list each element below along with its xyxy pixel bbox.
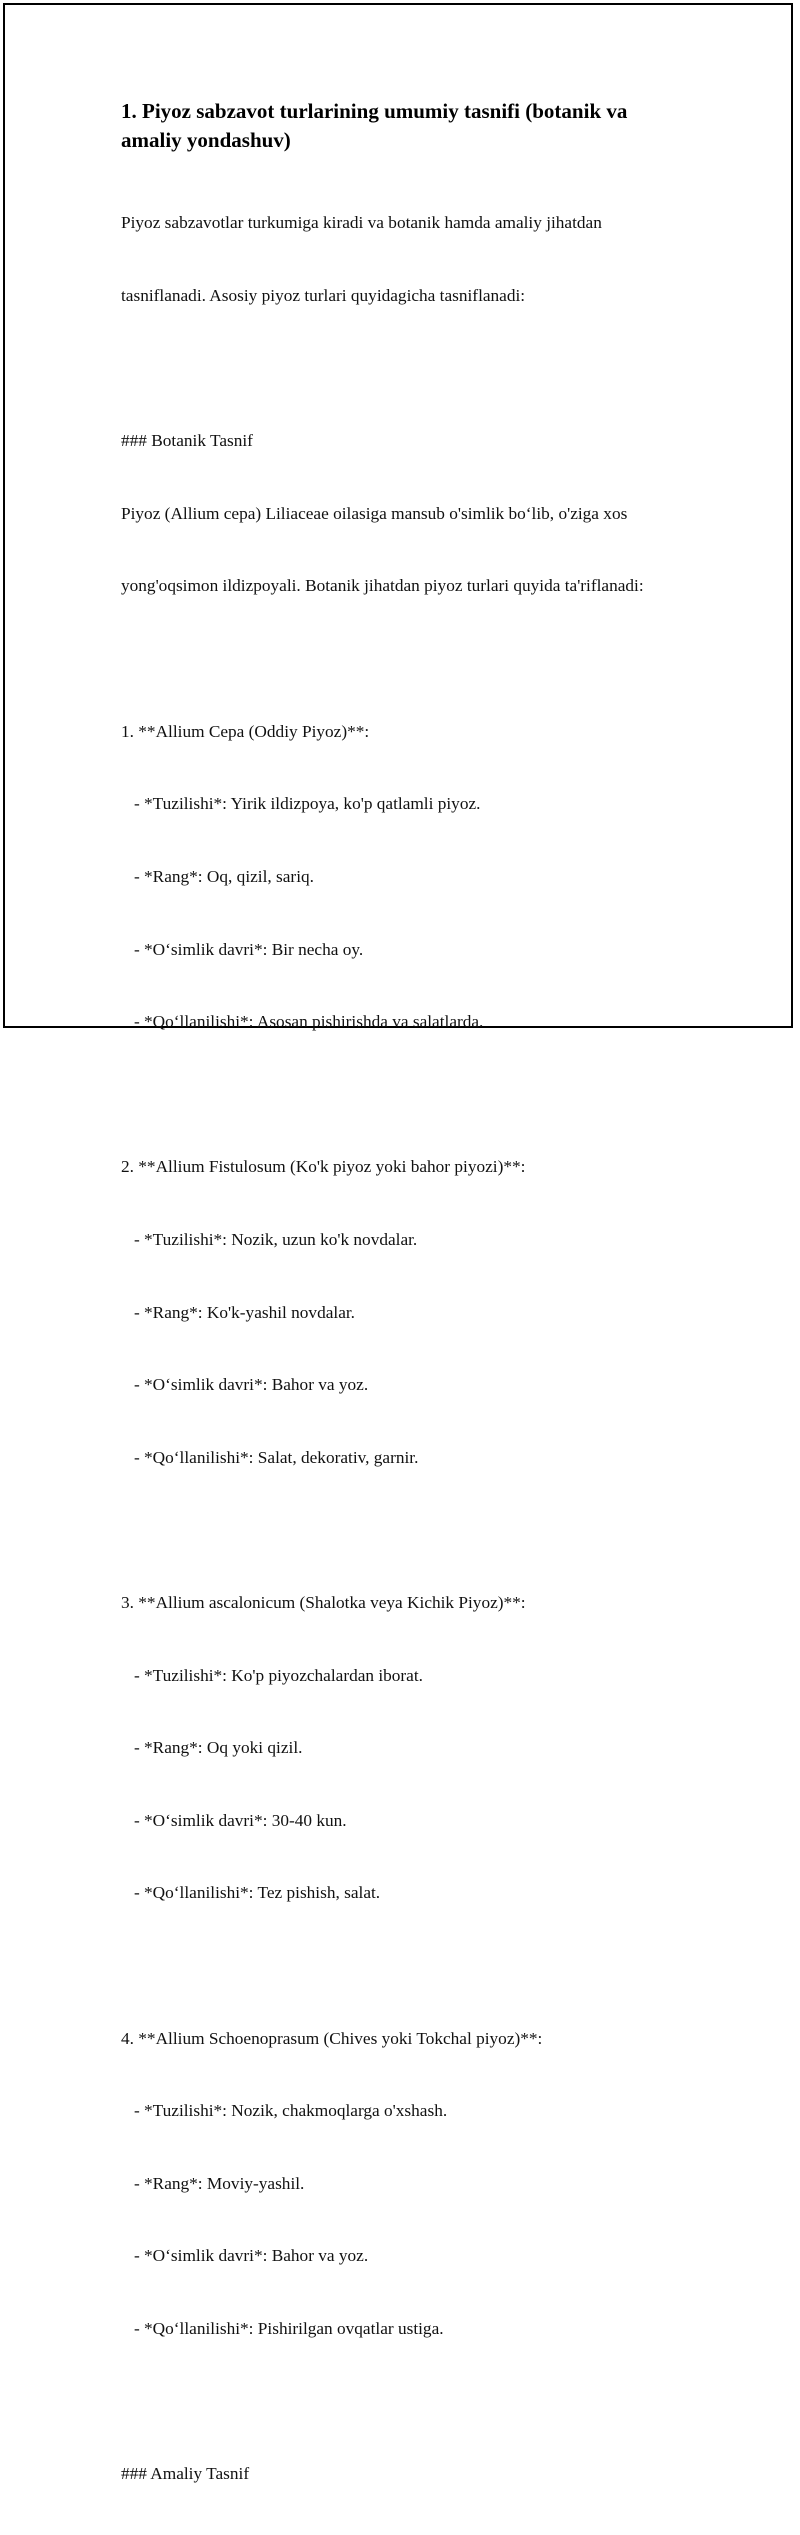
body-line: - *O‘simlik davri*: 30-40 kun.	[121, 1810, 347, 1830]
body-line: 3. **Allium ascalonicum (Shalotka veya Kichik Piyoz)**:	[121, 1592, 526, 1612]
body-line: tasniflanadi. Asosiy piyoz turlari quyidagicha tasniflanadi:	[121, 286, 526, 306]
body-line	[121, 1518, 721, 1542]
body-line: Piyoz (Allium cepa) Liliaceae oilasiga mansub o'simlik bo‘lib, o'ziga xos	[121, 503, 628, 523]
body-line: - *Qo‘llanilishi*: Asosan pishirishda va salatlarda.	[121, 1012, 484, 1032]
body-line: - *Tuzilishi*: Nozik, uzun ko'k novdalar.	[121, 1229, 418, 1249]
heading-line-1: 1. Piyoz sabzavot turlarining umumiy tasnifi (botanik va	[121, 99, 628, 123]
body-line: - *Tuzilishi*: Ko'p piyozchalardan iborat.	[121, 1665, 423, 1685]
body-line: - *Qo‘llanilishi*: Salat, dekorativ, garnir.	[121, 1447, 419, 1467]
body-line: - *Rang*: Oq, qizil, sariq.	[121, 866, 314, 886]
body-line: 2. **Allium Fistulosum (Ko'k piyoz yoki bahor piyozi)**:	[121, 1157, 526, 1177]
body-line: - *Qo‘llanilishi*: Pishirilgan ovqatlar ustiga.	[121, 2319, 444, 2339]
body-line: - *Tuzilishi*: Nozik, chakmoqlarga o'xshash.	[121, 2101, 448, 2121]
body-line: - *Rang*: Moviy-yashil.	[121, 2173, 305, 2193]
body-line: - *Tuzilishi*: Yirik ildizpoya, ko'p qatlamli piyoz.	[121, 794, 481, 814]
document-page	[3, 3, 793, 2484]
body-line: - *O‘simlik davri*: Bahor va yoz.	[121, 2246, 369, 2266]
body-line: ### Amaliy Tasnif	[121, 2464, 250, 2484]
body-line: - *Qo‘llanilishi*: Tez pishish, salat.	[121, 1883, 381, 1903]
document-content	[121, 97, 721, 2535]
body-line: ### Botanik Tasnif	[121, 431, 253, 451]
body-line: yong'oqsimon ildizpoyali. Botanik jihatdan piyoz turlari quyida ta'riflanadi:	[121, 576, 644, 596]
body-line	[121, 2390, 721, 2414]
body-line: - *Rang*: Ko'k-yashil novdalar.	[121, 1302, 355, 1322]
body-line	[121, 647, 721, 671]
body-line	[121, 357, 721, 381]
body-line: 1. **Allium Cepa (Oddiy Piyoz)**:	[121, 721, 370, 741]
body-line: - *O‘simlik davri*: Bahor va yoz.	[121, 1375, 369, 1395]
document-heading	[121, 97, 721, 155]
body-line	[121, 1954, 721, 1978]
body-line: 4. **Allium Schoenoprasum (Chives yoki Tokchal piyoz)**:	[121, 2028, 543, 2048]
document-body	[121, 163, 721, 2535]
body-line: - *Rang*: Oq yoki qizil.	[121, 1738, 303, 1758]
body-line: Piyoz sabzavotlar turkumiga kiradi va botanik hamda amaliy jihatdan	[121, 213, 602, 233]
heading-line-2: amaliy yondashuv)	[121, 128, 291, 152]
body-line	[121, 1083, 721, 1107]
body-line: - *O‘simlik davri*: Bir necha oy.	[121, 939, 364, 959]
